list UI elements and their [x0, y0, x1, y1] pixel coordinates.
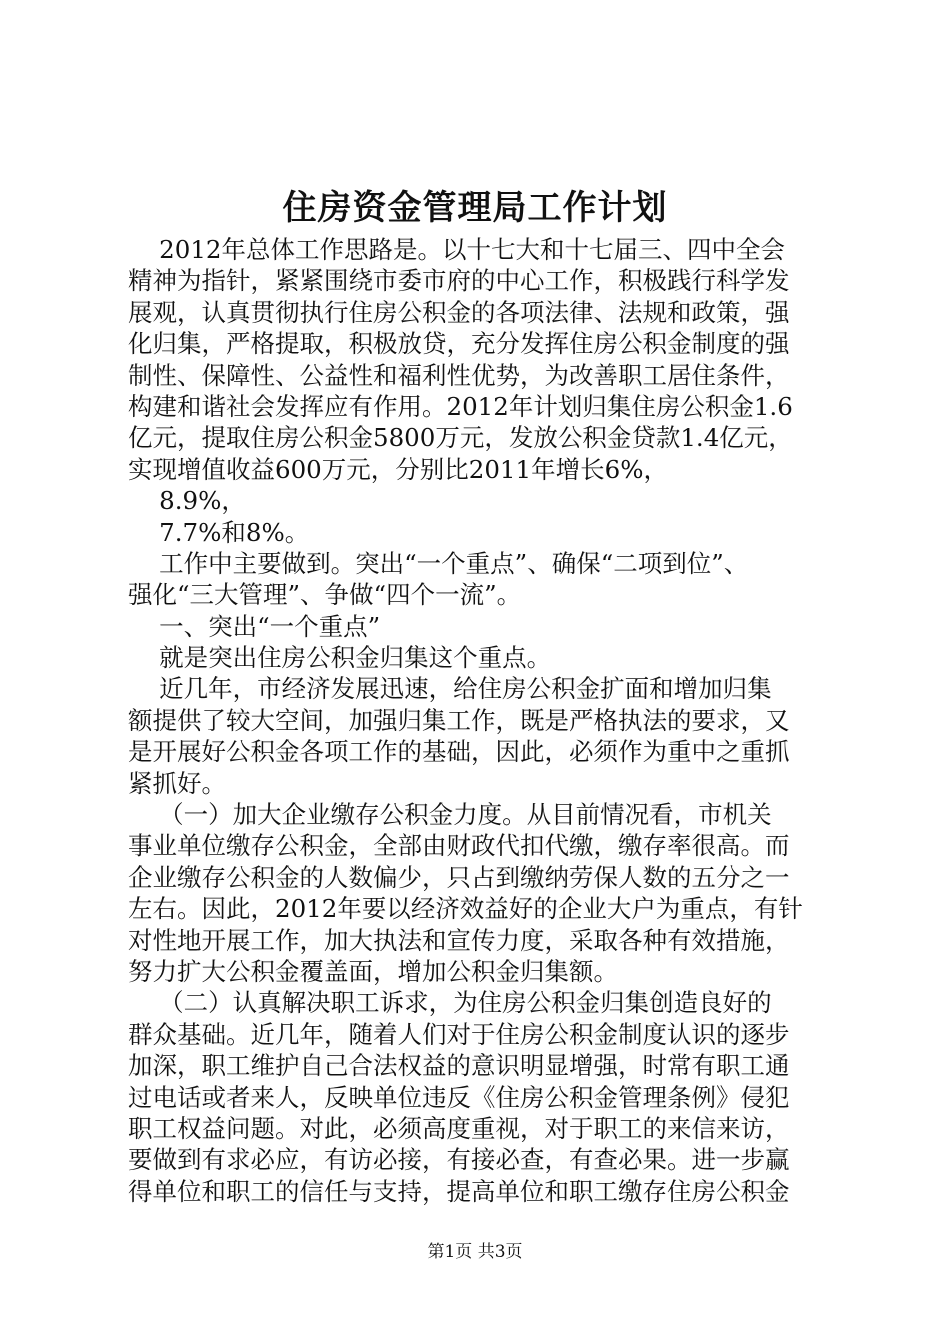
body-line: 构建和谐社会发挥应有作用。2012年计划归集住房公积金1.6	[128, 391, 793, 421]
body-line: （二）认真解决职工诉求，为住房公积金归集创造良好的	[128, 988, 772, 1018]
body-line: 努力扩大公积金覆盖面，增加公积金归集额。	[128, 956, 618, 986]
body-line: 实现增值收益600万元，分别比2011年增长6%，	[128, 454, 668, 484]
body-line: 化归集，严格提取，积极放贷，充分发挥住房公积金制度的强	[128, 329, 790, 359]
body-line: 对性地开展工作，加大执法和宣传力度，采取各种有效措施，	[128, 925, 790, 955]
body-line: 就是突出住房公积金归集这个重点。	[128, 643, 552, 673]
body-line: 制性、保障性、公益性和福利性优势，为改善职工居住条件，	[128, 360, 790, 390]
page-footer: 第1页 共3页	[427, 1242, 523, 1262]
body-line: 事业单位缴存公积金，全部由财政代扣代缴，缴存率很高。而	[128, 831, 790, 861]
body-line: （一）加大企业缴存公积金力度。从目前情况看，市机关	[128, 800, 772, 830]
body-line: 额提供了较大空间，加强归集工作，既是严格执法的要求，又	[128, 705, 790, 735]
body-line: 群众基础。近几年，随着人们对于住房公积金制度认识的逐步	[128, 1019, 790, 1049]
body-line: 2012年总体工作思路是。以十七大和十七届三、四中全会	[128, 235, 785, 264]
body-line: 得单位和职工的信任与支持，提高单位和职工缴存住房公积金	[128, 1176, 790, 1206]
body-line: 过电话或者来人，反映单位违反《住房公积金管理条例》侵犯	[128, 1082, 790, 1112]
body-line: 工作中主要做到。突出“一个重点”、确保“二项到位”、	[128, 548, 749, 578]
body-line: 近几年，市经济发展迅速，给住房公积金扩面和增加归集	[128, 674, 772, 704]
body-line: 精神为指针，紧紧围绕市委市府的中心工作，积极践行科学发	[128, 266, 790, 296]
document-title: 住房资金管理局工作计划	[282, 188, 668, 228]
document-body	[128, 234, 838, 1207]
body-line: 展观，认真贯彻执行住房公积金的各项法律、法规和政策，强	[128, 297, 790, 327]
body-line: 左右。因此，2012年要以经济效益好的企业大户为重点，有针	[128, 894, 803, 924]
body-line: 强化“三大管理”、争做“四个一流”。	[128, 580, 522, 610]
body-line: 紧抓好。	[128, 768, 226, 798]
body-line: 亿元，提取住房公积金5800万元，发放公积金贷款1.4亿元，	[128, 423, 793, 453]
body-line: 职工权益问题。对此，必须高度重视，对于职工的来信来访，	[128, 1113, 790, 1143]
body-line: 是开展好公积金各项工作的基础，因此，必须作为重中之重抓	[128, 737, 790, 767]
body-line: 企业缴存公积金的人数偏少，只占到缴纳劳保人数的五分之一	[128, 862, 790, 892]
body-line: 要做到有求必应，有访必接，有接必查，有查必果。进一步赢	[128, 1145, 790, 1175]
body-line: 加深，职工维护自己合法权益的意识明显增强，时常有职工通	[128, 1051, 790, 1081]
body-line: 7.7%和8%。	[128, 517, 310, 547]
body-line: 8.9%，	[128, 486, 246, 516]
body-line: 一、突出“一个重点”	[128, 611, 381, 641]
